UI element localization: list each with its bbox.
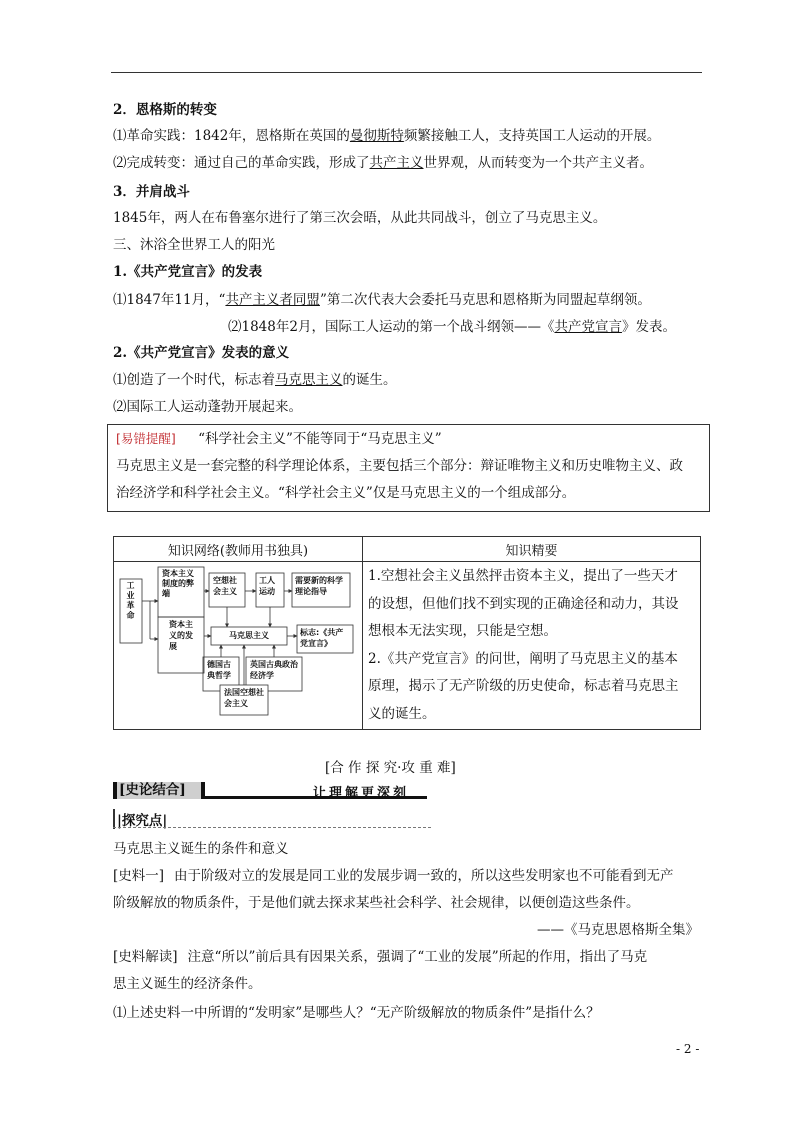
source-one-tag: [史料一] bbox=[113, 868, 165, 884]
summary-line-1: 1.空想社会主义虽然抨击资本主义，提出了一些天才 bbox=[368, 568, 678, 584]
diagram-label-workers: 工人运动 bbox=[259, 576, 275, 596]
diagram-label-capitalism-development: 资本主义的发展 bbox=[169, 620, 193, 651]
source-one-line-1: [史料一] 由于阶级对立的发展是同工业的发展步调一致的，所以这些发明家也不可能看到无产 bbox=[113, 868, 674, 884]
diagram-label-utopian: 空想社会主义 bbox=[213, 576, 237, 596]
paragraph-third-meeting: 1845年，两人在布鲁塞尔进行了第三次会晤，从此共同战斗，创立了马克思主义。 bbox=[113, 210, 607, 226]
header-knowledge-network: 知识网络(教师用书独具) bbox=[114, 537, 363, 562]
summary-line-2: 的设想，但他们找不到实现的正确途径和动力，其设 bbox=[368, 595, 679, 612]
question-one: ⑴上述史料一中所谓的“发明家”是哪些人？“无产阶级解放的物质条件”是指什么？ bbox=[113, 1005, 600, 1021]
reminder-tag: [易错提醒] bbox=[116, 431, 176, 446]
reminder-text-line-2: 治经济学和科学社会主义。“科学社会主义”仅是马克思主义的一个组成部分。 bbox=[116, 485, 576, 501]
underlined-term: 共产主义者同盟 bbox=[225, 292, 320, 308]
interpretation-line-1: [史料解读] 注意“所以”前后具有因果关系，强调了“工业的发展”所起的作用，指出了马克 bbox=[113, 949, 648, 965]
knowledge-summary bbox=[368, 563, 698, 728]
reminder-title: “科学社会主义”不能等同于“马克思主义” bbox=[198, 431, 442, 447]
section-heading-manifesto-publish: 1.《共产党宣言》的发表 bbox=[113, 264, 263, 280]
explore-title: 马克思主义诞生的条件和意义 bbox=[113, 841, 289, 857]
summary-line-5: 原理，揭示了无产阶级的历史使命，标志着马克思主 bbox=[368, 678, 679, 694]
interpretation-tag: [史料解读] bbox=[113, 949, 178, 965]
underlined-term: 马克思主义 bbox=[275, 372, 343, 388]
error-reminder-box bbox=[107, 424, 710, 512]
reminder-text-line-1: 马克思主义是一套完整的科学理论体系，主要包括三个部分：辩证唯物主义和历史唯物主义、政 bbox=[116, 458, 683, 474]
explore-tag: |探究点| bbox=[113, 809, 167, 829]
summary-line-3: 想根本无法实现，只能是空想。 bbox=[368, 623, 557, 639]
paragraph-created-era: ⑴创造了一个时代，标志着马克思主义的诞生。 bbox=[113, 372, 397, 388]
cooperative-inquiry-title: [合 作 探 究·攻 重 难] bbox=[325, 760, 456, 776]
underlined-term: 曼彻斯特 bbox=[349, 128, 404, 144]
diagram-label-manifesto: 标志:《共产党宣言》 bbox=[300, 628, 344, 648]
paragraph-workers-movement: ⑵国际工人运动蓬勃开展起来。 bbox=[113, 399, 302, 415]
diagram-label-industrial: 工业革命 bbox=[126, 581, 135, 620]
source-one-citation: ——《马克思恩格斯全集》 bbox=[537, 922, 699, 938]
part-heading-sunshine: 三、沐浴全世界工人的阳光 bbox=[113, 237, 275, 253]
section-slogan: 让理解更深刻 bbox=[313, 786, 410, 801]
section-tag: [史论结合] bbox=[113, 782, 205, 799]
source-one-line-2: 阶级解放的物质条件，于是他们就去探求某些社会科学、社会规律，以便创造这些条件。 bbox=[113, 895, 640, 911]
section-bar-history bbox=[113, 782, 428, 802]
section-heading-fight-together: 3．并肩战斗 bbox=[113, 184, 190, 200]
header-rule bbox=[111, 72, 702, 73]
diagram-label-german: 德国古典哲学 bbox=[207, 660, 231, 680]
explore-dashed-rule bbox=[113, 827, 431, 828]
diagram-label-capitalism-flaws: 资本主义制度的弊端 bbox=[162, 569, 194, 598]
summary-line-6: 义的诞生。 bbox=[368, 705, 436, 722]
paragraph-revolutionary-practice: ⑴革命实践：1842年，恩格斯在英国的曼彻斯特频繁接触工人，支持英国工人运动的开展。 bbox=[113, 128, 661, 144]
summary-line-4: 2.《共产党宣言》的问世，阐明了马克思主义的基本 bbox=[368, 650, 678, 667]
diagram-label-british: 英国古典政治经济学 bbox=[250, 660, 298, 680]
paragraph-communist-league: ⑴1847年11月，“共产主义者同盟”第二次代表大会委托马克思和恩格斯为同盟起草纲领。 bbox=[113, 292, 651, 308]
section-heading-manifesto-significance: 2.《共产党宣言》发表的意义 bbox=[113, 345, 290, 361]
underlined-term: 共产主义 bbox=[369, 155, 424, 171]
diagram-label-marxism: 马克思主义 bbox=[229, 631, 269, 640]
header-knowledge-essentials: 知识精要 bbox=[363, 537, 701, 562]
diagram-label-need-theory: 需要新的科学理论指导 bbox=[295, 576, 343, 596]
underlined-term: 共产党宣言 bbox=[554, 319, 622, 335]
page-number: - 2 - bbox=[676, 1042, 700, 1056]
knowledge-network-diagram bbox=[114, 561, 362, 730]
diagram-label-french: 法国空想社会主义 bbox=[224, 688, 264, 708]
section-heading-engels-transformation: 2．恩格斯的转变 bbox=[113, 102, 217, 118]
interpretation-line-2: 思主义诞生的经济条件。 bbox=[113, 976, 262, 992]
paragraph-manifesto-1848: ⑵1848年2月，国际工人运动的第一个战斗纲领——《共产党宣言》发表。 bbox=[228, 319, 676, 335]
paragraph-complete-transformation: ⑵完成转变：通过自己的革命实践，形成了共产主义世界观，从而转变为一个共产主义者。 bbox=[113, 155, 653, 171]
